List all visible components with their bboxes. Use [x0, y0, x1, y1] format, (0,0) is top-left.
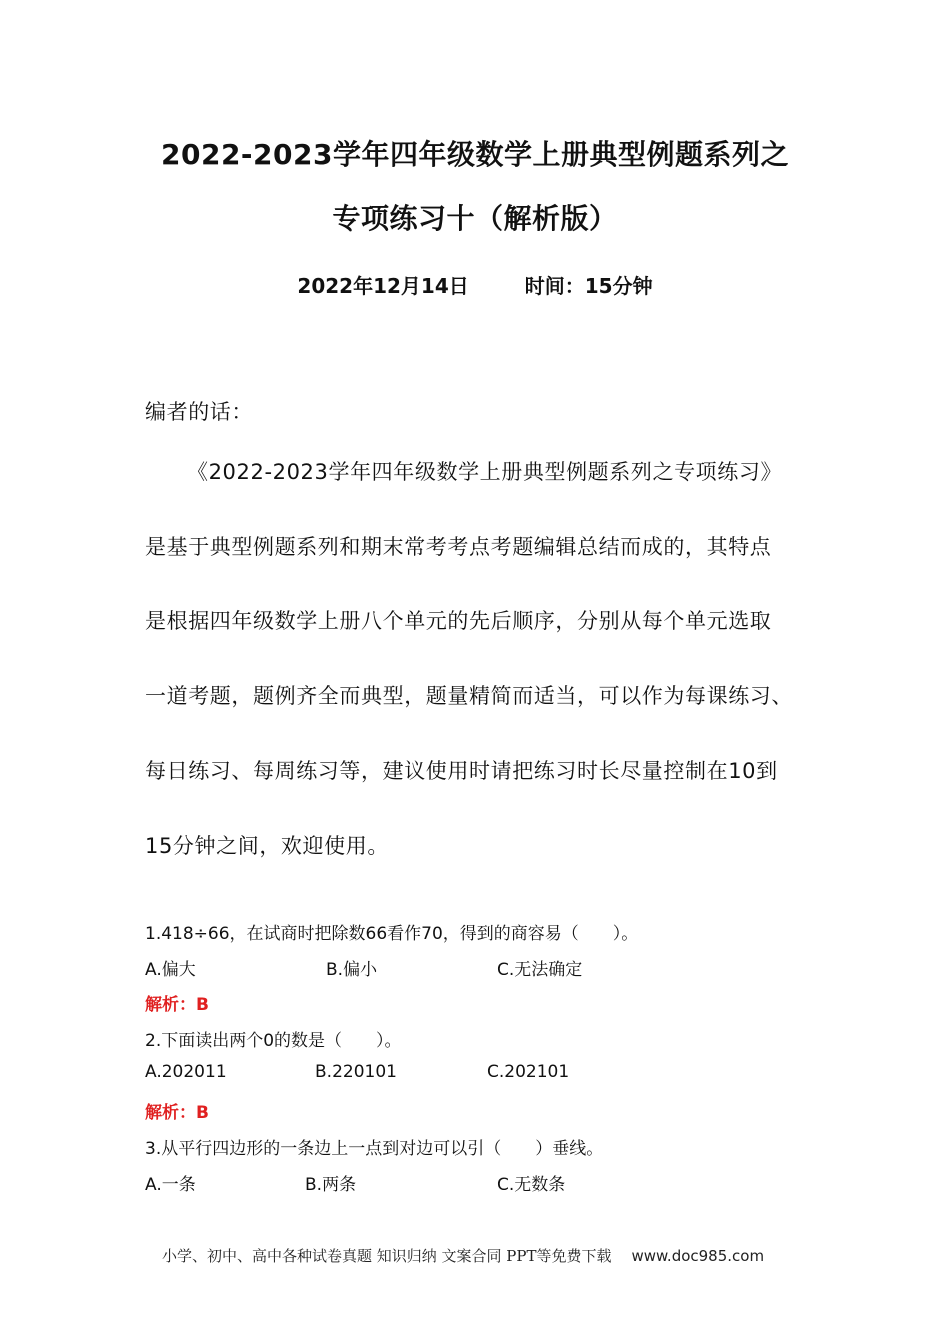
editor-note-line: 15分钟之间，欢迎使用。	[145, 834, 389, 858]
editor-note-line: 是根据四年级数学上册八个单元的先后顺序，分别从每个单元选取	[145, 609, 772, 633]
editor-note-line: 每日练习、每周练习等，建议使用时请把练习时长尽量控制在10到	[145, 759, 778, 783]
editor-note-line: 是基于典型例题系列和期末常考考点考题编辑总结而成的，其特点	[145, 535, 772, 559]
footer-url[interactable]: www.doc985.com	[631, 1247, 765, 1265]
editor-note-line: 《2022-2023学年四年级数学上册典型例题系列之专项练习》	[187, 460, 783, 484]
editor-note-heading: 编者的话：	[145, 400, 253, 424]
question-1-stem: 1.418÷66，在试商时把除数66看作70，得到的商容易（ ）。	[145, 924, 639, 944]
footer-text: 小学、初中、高中各种试卷真题 知识归纳 文案合同 PPT等免费下载	[162, 1247, 612, 1265]
question-3-option-a: A.一条	[145, 1175, 196, 1195]
question-1-answer: 解析：B	[145, 995, 209, 1015]
exam-duration: 时间：15分钟	[524, 274, 653, 298]
question-2-option-b: B.220101	[315, 1062, 397, 1082]
document-title-line1: 2022-2023学年四年级数学上册典型例题系列之	[161, 138, 789, 171]
question-1-option-b: B.偏小	[326, 960, 378, 980]
document-title-line2: 专项练习十（解析版）	[332, 202, 618, 235]
exam-date: 2022年12月14日	[297, 274, 469, 298]
question-2-option-c: C.202101	[487, 1062, 570, 1082]
page-footer	[162, 1245, 764, 1266]
question-3-option-b: B.两条	[305, 1175, 357, 1195]
question-2-stem: 2.下面读出两个0的数是（ ）。	[145, 1031, 402, 1051]
question-1-option-c: C.无法确定	[497, 960, 583, 980]
date-time-line	[0, 270, 950, 299]
question-3-stem: 3.从平行四边形的一条边上一点到对边可以引（ ）垂线。	[145, 1139, 604, 1159]
question-2-answer: 解析：B	[145, 1103, 209, 1123]
question-2-option-a: A.202011	[145, 1062, 227, 1082]
editor-note-line: 一道考题，题例齐全而典型，题量精简而适当，可以作为每课练习、	[145, 684, 793, 708]
question-3-option-c: C.无数条	[497, 1175, 566, 1195]
question-1-option-a: A.偏大	[145, 960, 196, 980]
